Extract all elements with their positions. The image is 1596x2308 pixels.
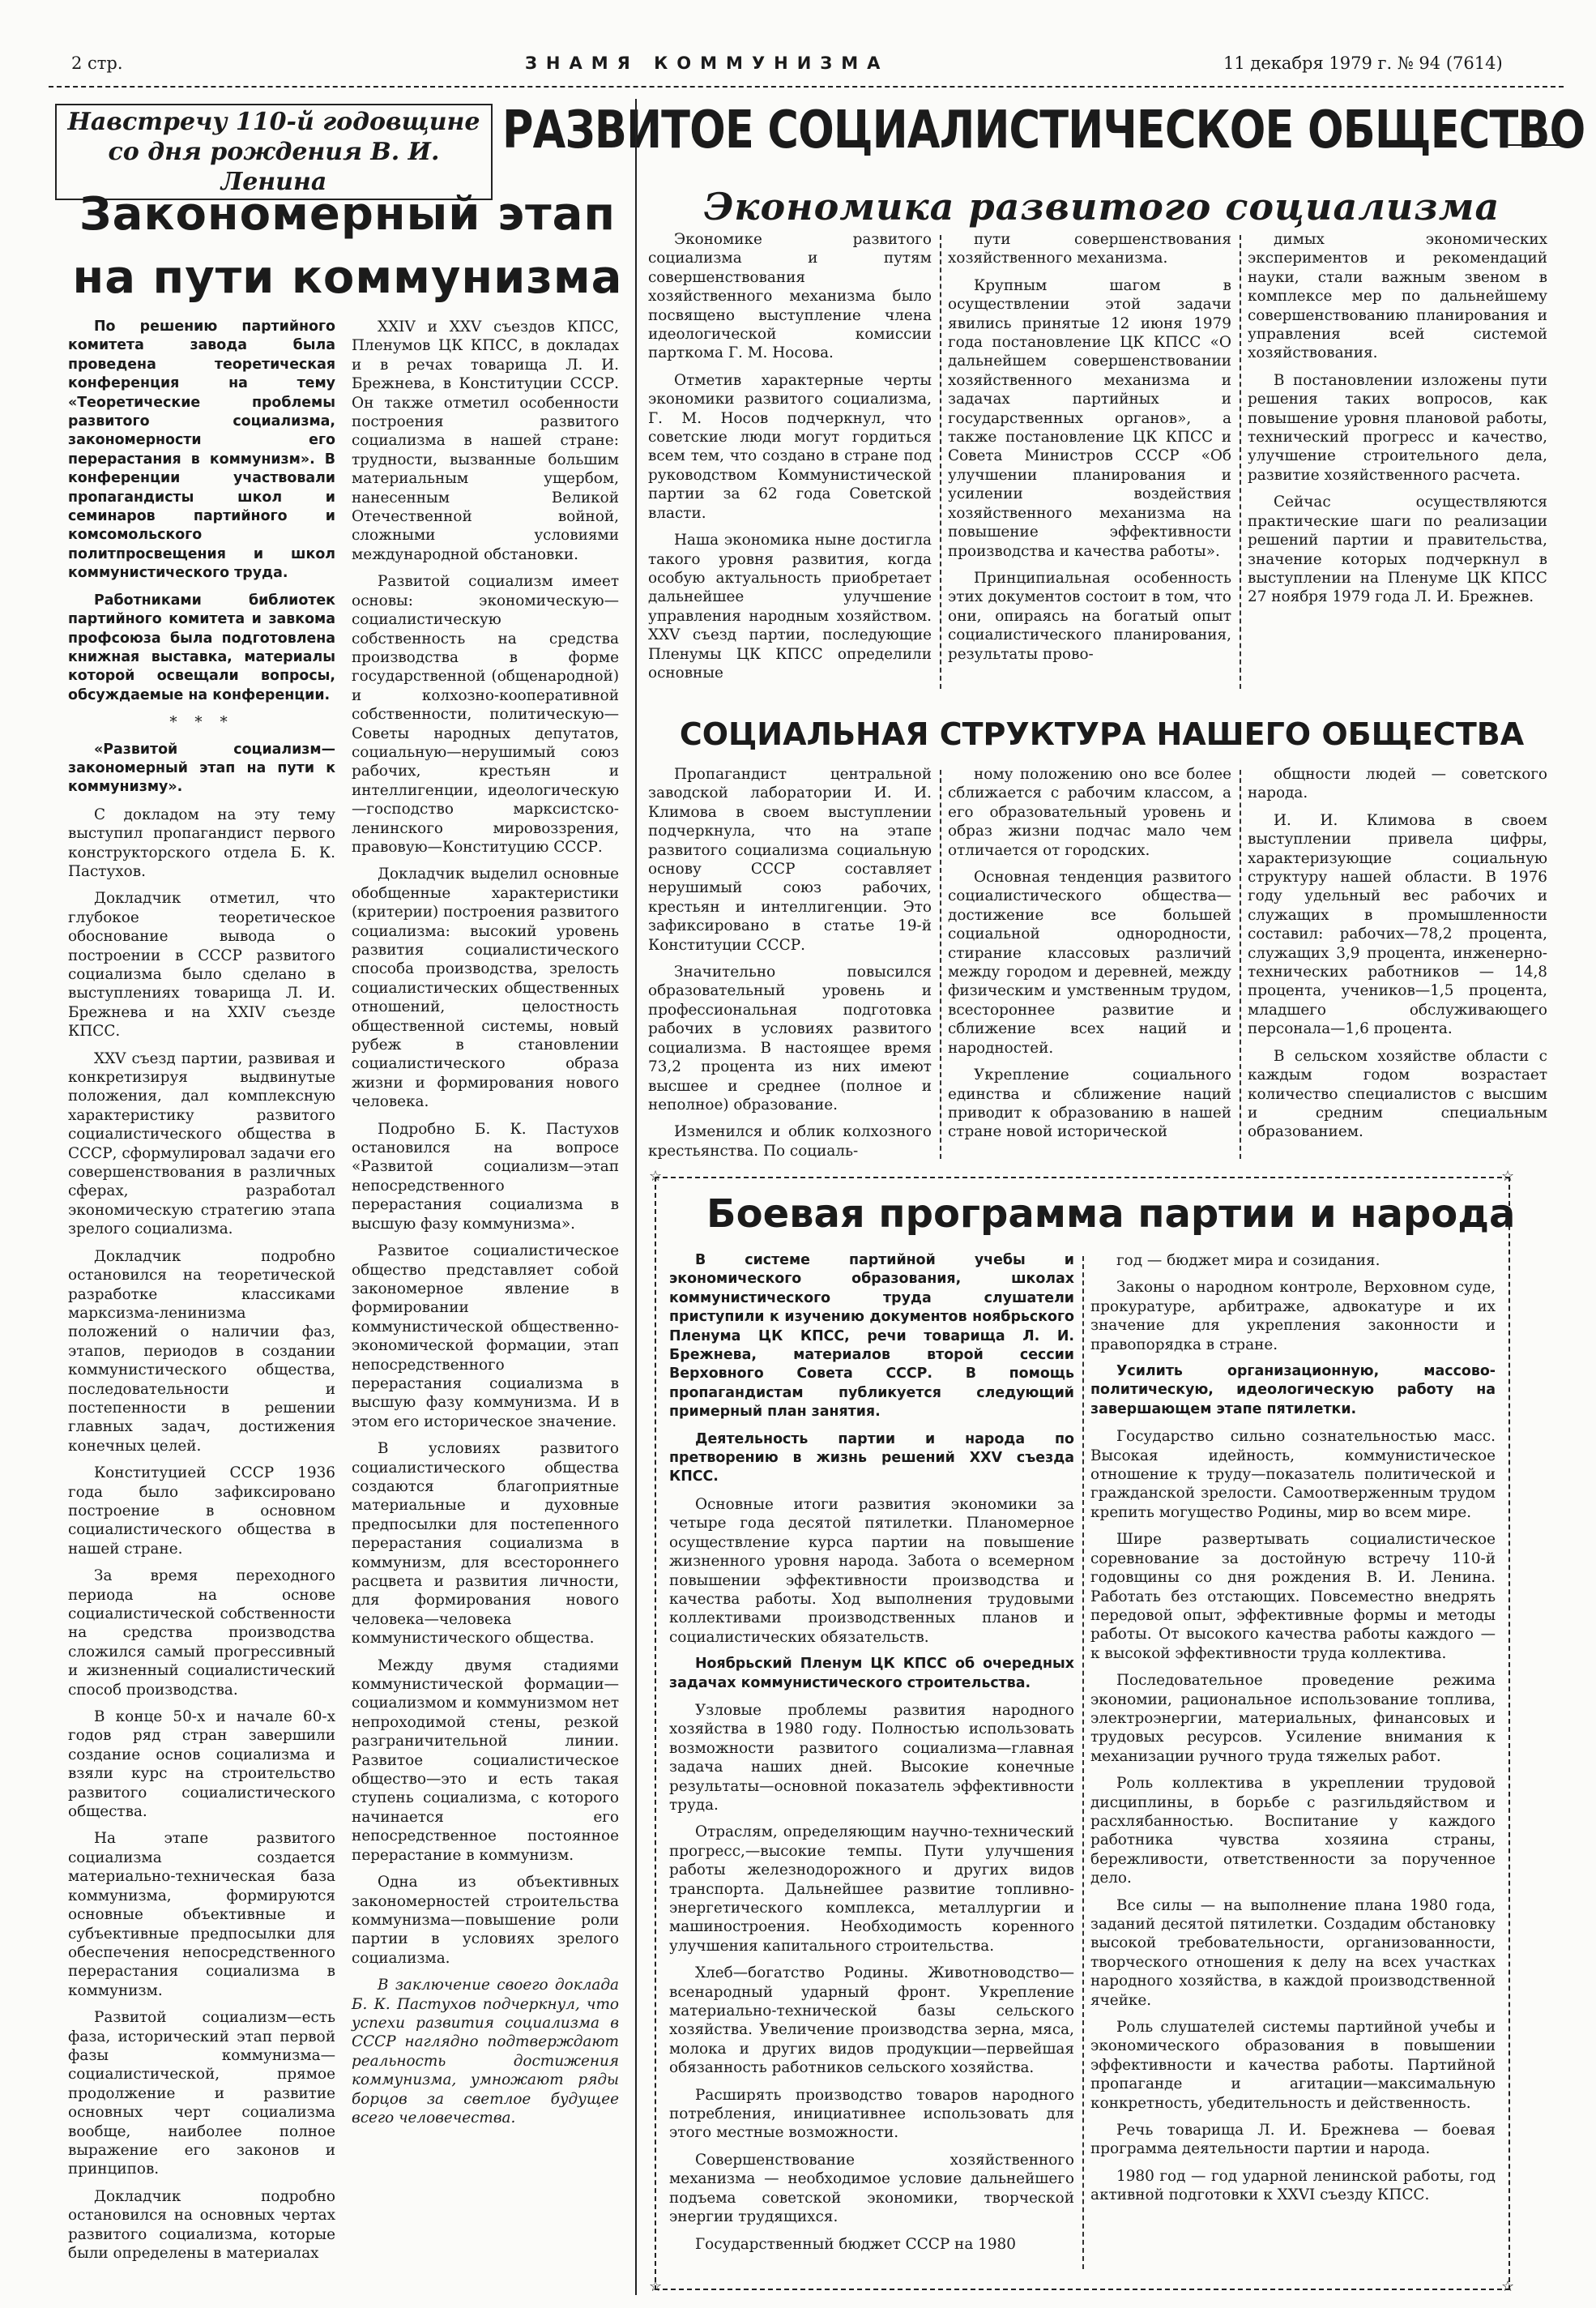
anniversary-line-1: Навстречу 110-й годовщине <box>67 108 480 136</box>
paragraph: Развитой социализм имеет основы: экономическую—социалистическую собственность на средства производства в форме государственной (общенародной) и колхозно-кооперативной собственности, политическую—Советы народных депутатов, социальную—нерушимый союз рабочих, крестьян и интеллигенции, идеологическую—господство марксистско-ленинского мировоззрения, правовую—Конституцию СССР. <box>352 573 619 856</box>
paragraph: Шире развертывать социалистическое соревнование за достойную встречу 110-й годовщины со дня рождения В. И. Ленина. Работать без отстающих. Повсеместно внедрять передовой опыт, эффективные формы и методы работы. От высокого качества работы каждого — к высокой эффективности труда коллектива. <box>1090 1531 1496 1662</box>
frame-corner-star-tr: ☆ <box>1501 1168 1515 1185</box>
paragraph: За время переходного периода на основе социалистической собственности на средства производства сложился самый прогрессивный и жизненный социалистический способ производства. <box>68 1567 335 1699</box>
paragraph: Докладчик выделил основные обобщенные характеристики (критерии) построения развитого социализма: высокий уровень развития социалистического способа производства, зрелость социалистических общественных отношений, целостность общественной системы, новый рубеж в становлении социалистического образа жизни и формирования нового человека. <box>352 866 619 1111</box>
paragraph: Работниками библиотек партийного комитета и завкома профсоюза была подготовлена книжная выставка, материалы которой освещали вопросы, обсуждаемые на конференции. <box>68 592 335 703</box>
paragraph: Пропагандист центральной заводской лаборатории И. И. Климова в своем выступлении подчеркнула, что на этапе развитого социализма социальную основу СССР составляет нерушимый союз рабочих, крестьян и интеллигенции. Это зафиксировано в статье 19-й Конституции СССР. <box>648 766 932 954</box>
paragraph: Отметив характерные черты экономики развитого социализма, Г. М. Носов подчеркнул, что советские люди могут гордиться всем тем, что создано в стране под руководством Коммунистической партии за 62 года Советской власти. <box>648 371 932 522</box>
article3-column-2 <box>948 765 1231 1150</box>
banner-rule <box>1507 144 1564 146</box>
paragraph: Сейчас осуществляются практические шаги по реализации решений партии и правительства, значение которых подчеркнул в выступлении на Пленуме ЦК КПСС 27 ноября 1979 года Л. И. Брежнев. <box>1248 494 1547 606</box>
paragraph: Речь товарища Л. И. Брежнева — боевая программа деятельности партии и народа. <box>1090 2122 1496 2158</box>
banner-headline: РАЗВИТОЕ СОЦИАЛИСТИЧЕСКОЕ ОБЩЕСТВО <box>502 100 1585 160</box>
paragraph: Расширять производство товаров народного потребления, инициативнее использовать для этого местные возможности. <box>669 2086 1074 2142</box>
article1-column-2 <box>352 318 619 2135</box>
article4-column-rule <box>1082 1256 1084 2269</box>
article2-column-1 <box>648 230 932 690</box>
article1-title <box>68 183 627 310</box>
paragraph: В системе партийной учебы и экономического образования, школах коммунистического труда слушатели приступили к изучению документов ноябрьского Пленума ЦК КПСС, речи товарища Л. И. Брежнева, материалов второй сессии Верховного Совета СССР. В помощь пропагандистам публикуется следующий примерный план занятия. <box>669 1252 1074 1421</box>
paragraph: 1980 год — год ударной ленинской работы, год активной подготовки к XXVI съезду КПСС. <box>1090 2167 1496 2204</box>
main-column-rule <box>635 99 637 2295</box>
article2-column-rule-1 <box>940 235 941 689</box>
article1-title-line1: Закономерный этап <box>79 188 617 241</box>
paragraph: В заключение своего доклада Б. К. Пастухов подчеркнул, что успехи развития социализма в СССР наглядно подтверждают реальность достижения коммунизма, умножают ряды борцов за светлое будущее всего человечества. <box>352 1977 619 2126</box>
article1-title-line2: на пути коммунизма <box>72 251 623 304</box>
paragraph: Экономике развитого социализма и путям совершенствования хозяйственного механизма было посвящено выступление члена идеологической комиссии парткома Г. М. Носова. <box>648 231 932 362</box>
article2-column-2 <box>948 230 1231 672</box>
article2-column-3 <box>1248 230 1547 615</box>
article4-column-1 <box>669 1251 1074 2262</box>
article2-title: Экономика развитого социализма <box>703 185 1500 229</box>
paragraph: В постановлении изложены пути решения таких вопросов, как повышение уровня плановой работы, технический прогресс и качество, улучшение строительного дела, развитие хозяйственного расчета. <box>1248 371 1547 484</box>
paragraph: Государство сильно сознательностью масс. Высокая идейность, коммунистическое отношение к труду—показатель политической и гражданской зрелости. Самоотверженным трудом крепить могущество Родины, мир во всем мире. <box>1090 1428 1496 1521</box>
paragraph: пути совершенствования хозяйственного механизма. <box>948 231 1231 267</box>
paragraph: Отраслям, определяющим научно-технический прогресс,—высокие темпы. Пути улучшения работы железнодорожного и других видов транспорта. Дальнейшее развитие топливно-энергетического комплекса, металлургии и машиностроения. Необходимость коренного улучшения капитального строительства. <box>669 1823 1074 1955</box>
paragraph: Государственный бюджет СССР на 1980 <box>695 2235 1016 2253</box>
paragraph: год — бюджет мира и созидания. <box>1116 1252 1380 1269</box>
newspaper-title: ЗНАМЯ КОММУНИЗМА <box>525 53 890 73</box>
paragraph: Докладчик отметил, что глубокое теоретическое обоснование вывода о построении в СССР развитого социализма было сделано в выступлениях товарища Л. И. Брежнева и на XXIV съезде КПСС. <box>68 890 335 1041</box>
article3-column-1 <box>648 765 932 1169</box>
paragraph: По решению партийного комитета завода была проведена теоретическая конференция на тему «Теоретические проблемы развитого социализма, закономерности его перерастания в коммунизм». В конференции участвовали пропагандисты школ и семинаров партийного и комсомольского политпросвещения и школ коммунистического труда. <box>68 318 335 582</box>
article1-column-1 <box>68 318 335 2271</box>
paragraph: Изменился и облик колхозного крестьянства. По социаль- <box>648 1123 932 1160</box>
paragraph: Развитое социалистическое общество представляет собой закономерное явление в формировании коммунистической общественно-экономической формации, этап непосредственного перерастания социализма в высшую фазу коммунизма. И в этом его историческое значение. <box>352 1242 619 1430</box>
paragraph: На этапе развитого социализма создается материально-техническая база коммунизма, формируются основные объективные и субъективные предпосылки для обеспечения непосредственного перерастания социализма в коммунизм. <box>68 1830 335 1999</box>
paragraph: Совершенствование хозяйственного механизма — необходимое условие дальнейшего подъема советской экономики, творческой энергии трудящихся. <box>669 2151 1074 2226</box>
frame-corner-star-bl: ☆ <box>649 2278 663 2295</box>
paragraph: Основные итоги развития экономики за четыре года десятой пятилетки. Планомерное осуществление курса партии на повышение жизненного уровня народа. Забота о всемерном повышении эффективности производства и качества работы. Ход выполнения трудовыми коллективами производственных планов и социалистических обязательств. <box>669 1495 1074 1646</box>
frame-corner-star-br: ☆ <box>1501 2278 1515 2295</box>
paragraph: Все силы — на выполнение плана 1980 года, заданий десятой пятилетки. Создадим обстановку высокой требовательности, организованности, творческого отношения к делу на всех участках народного хозяйства, в каждой производственной ячейке. <box>1090 1896 1496 2009</box>
frame-corner-star-tl: ☆ <box>649 1168 663 1185</box>
paragraph: В конце 50-х и начале 60-х годов ряд стран завершили создание основ социализма и взяли курс на строительство развитого социалистического общества. <box>68 1708 335 1821</box>
paragraph: Усилить организационную, массово-политическую, идеологическую работу на завершающем этапе пятилетки. <box>1090 1363 1496 1417</box>
paragraph: В сельском хозяйстве области с каждым годом возрастает количество специалистов с высшим и средним специальным образованием. <box>1248 1047 1547 1141</box>
page-number: 2 стр. <box>71 53 123 73</box>
article3-column-rule-2 <box>1240 770 1241 1159</box>
article3-column-rule-1 <box>940 770 941 1159</box>
paragraph: Значительно повысился образовательный уровень и профессиональная подготовка рабочих в условиях развитого социализма. В настоящее время 73,2 процента из них имеют высшее и среднее (полное и неполное) образование. <box>648 964 932 1113</box>
article4-title: Боевая программа партии и народа <box>706 1191 1516 1237</box>
article3-column-3 <box>1248 765 1547 1150</box>
paragraph: Ноябрьский Пленум ЦК КПСС об очередных задачах коммунистического строительства. <box>669 1656 1074 1691</box>
paragraph: Докладчик подробно остановился на теоретической разработке классиками марксизма-ленинизма положений о наличии фаз, этапов, периодов в создании коммунистического общества, последовательности и постепенности в решении главных задач, достижения конечных целей. <box>68 1247 335 1455</box>
paragraph: С докладом на эту тему выступил пропагандист первого конструкторского отдела Б. К. Пастухов. <box>68 806 335 880</box>
paragraph: Докладчик подробно остановился на основных чертах развитого социализма, которые были определены в материалах <box>68 2187 335 2262</box>
paragraph: Законы о народном контроле, Верховном суде, прокуратуре, арбитраже, адвокатуре и их значение для укрепления законности и правопорядка в стране. <box>1090 1279 1496 1353</box>
paragraph: Укрепление социального единства и сближение наций приводит к образованию в нашей стране новой исторической <box>948 1066 1231 1141</box>
paragraph: Развитой социализм—есть фаза, исторический этап первой фазы коммунизма—социалистической, прямое продолжение и развитие основных черт социализма вообще, наиболее полное выражение его законов и принципов. <box>68 2009 335 2178</box>
paragraph: Последовательное проведение режима экономии, рациональное использование топлива, электроэнергии, материальных, финансовых и трудовых ресурсов. Усиление внимания к механизации ручного труда тяжелых работ. <box>1090 1672 1496 1765</box>
article4-column-2 <box>1090 1251 1496 2213</box>
masthead-rule <box>49 86 1564 88</box>
paragraph: Между двумя стадиями коммунистической формации—социализмом и коммунизмом нет непроходимой стены, резкой разграничительной линии. Развитое социалистическое общество—это и есть такая ступень социализма, с которого начинается его непосредственное постоянное перерастание в коммунизм. <box>352 1656 619 1864</box>
paragraph: общности людей — советского народа. <box>1248 766 1547 802</box>
issue-date: 11 декабря 1979 г. № 94 (7614) <box>1223 53 1503 73</box>
article2-column-rule-2 <box>1240 235 1241 689</box>
paragraph: Наша экономика ныне достигла такого уровня развития, когда особую актуальность приобретает дальнейшее улучшение управления народным хозяйством. XXV съезд партии, последующие Пленумы ЦК КПСС определили основные <box>648 532 932 682</box>
paragraph: Основная тенденция развитого социалистического общества—достижение все большей социальной однородности, стирание классовых различий между городом и деревней, между физическим и умственным трудом, всестороннее развитие и сближение всех наций и народностей. <box>948 869 1231 1057</box>
anniversary-line-2: со дня рождения В. И. Ленина <box>108 138 440 196</box>
paragraph: димых экономических экспериментов и рекомендаций науки, стали важным звеном в комплексе мер по дальнейшему совершенствованию планирования и управления всей системой хозяйствования. <box>1248 231 1547 362</box>
paragraph: «Развитой социализм—закономерный этап на пути к коммунизму». <box>68 741 335 796</box>
paragraph: XXIV и XXV съездов КПСС, Пленумов ЦК КПСС, в докладах и в речах товарища Л. И. Брежнева, в Конституции СССР. Он также отметил особенности построения развитого социализма в нашей стране: трудности, вызванные большим материальным ущербом, нанесенным Великой Отечественной войной, сложными условиями международной обстановки. <box>352 318 619 563</box>
paragraph: Крупным шагом в осуществлении этой задачи явились принятые 12 июня 1979 года постановление ЦК КПСС «О дальнейшем совершенствовании хозяйственного механизма и задачах партийных и государственных органов», а также постановление ЦК КПСС и Совета Министров СССР «Об улучшении планирования и усилении воздействия хозяйственного механизма на повышение эффективности производства и качества работы». <box>948 276 1231 560</box>
paragraph: Роль слушателей системы партийной учебы и экономического образования в повышении эффективности и качества работы. Партийной пропаганде и агитации—максимальную конкретность, убедительность и действенность. <box>1090 2019 1496 2112</box>
paragraph: Деятельность партии и народа по претворению в жизнь решений XXV съезда КПСС. <box>669 1430 1074 1485</box>
section-divider: * * * <box>169 714 234 732</box>
paragraph: Конституцией СССР 1936 года было зафиксировано построение в основном социалистического общества в нашей стране. <box>68 1464 335 1558</box>
paragraph: Принципиальная особенность этих документов состоит в том, что они, опираясь на богатый опыт социалистического планирования, результаты прово- <box>948 569 1231 663</box>
paragraph: И. И. Климова в своем выступлении привела цифры, характеризующие социальную структуру нашей области. В 1976 году удельный вес рабочих и служащих в промышленности составил: рабочих—78,2 процента, служащих 3,9 процента, инженерно-технических работников — 14,8 процента, учеников—1,5 процента, младшего обслуживающего персонала—1,6 процента. <box>1248 811 1547 1038</box>
paragraph: Роль коллектива в укреплении трудовой дисциплины, в борьбе с разгильдяйством и расхлябанностью. Воспитание у каждого работника чувства хозяина страны, бережливости, ответственности за порученное дело. <box>1090 1775 1496 1887</box>
paragraph: XXV съезд партии, развивая и конкретизируя выдвинутые положения, дал комплексную характеристику развитого социалистического общества в СССР, сформулировал задачи его совершенствования в различных сферах, разработал экономическую стратегию этапа зрелого социализма. <box>68 1049 335 1238</box>
paragraph: Подробно Б. К. Пастухов остановился на вопросе «Развитой социализм—этап непосредственного перерастания социализма в высшую фазу коммунизма». <box>352 1120 619 1233</box>
paragraph: Узловые проблемы развития народного хозяйства в 1980 году. Полностью использовать возможности развитого социализма—главная задача наших дней. Высокие конечные результаты—основной показатель эффективности труда. <box>669 1701 1074 1814</box>
paragraph: Одна из объективных закономерностей строительства коммунизма—повышение роли партии в условиях зрелого социализма. <box>352 1874 619 1967</box>
paragraph: ному положению оно все более сближается с рабочим классом, а его образовательный уровень и образ жизни подчас мало чем отличается от городских. <box>948 766 1231 859</box>
article3-title: СОЦИАЛЬНАЯ СТРУКТУРА НАШЕГО ОБЩЕСТВА <box>679 716 1525 752</box>
paragraph: В условиях развитого социалистического общества создаются благоприятные материальные и духовные предпосылки для постепенного перерастания социализма в коммунизм, для всестороннего расцвета и развития личности, для формирования нового человека—человека коммунистического общества. <box>352 1440 619 1648</box>
paragraph: Хлеб—богатство Родины. Животноводство—всенародный ударный фронт. Укрепление материально-технической базы сельского хозяйства. Увеличение производства зерна, мяса, молока и других видов продукции—первейшая обязанность работников сельского хозяйства. <box>669 1964 1074 2077</box>
